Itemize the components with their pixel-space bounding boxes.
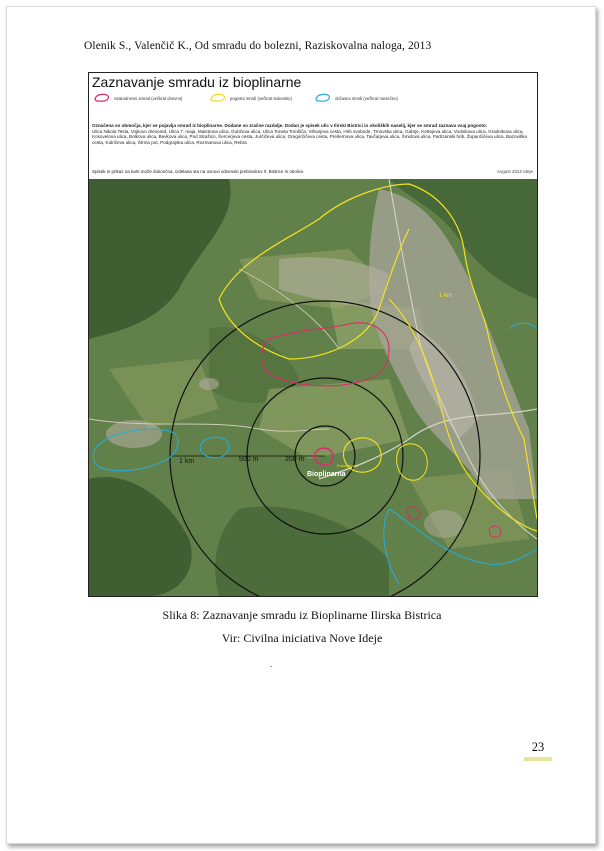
legend-item-often — [209, 93, 292, 103]
page-mark — [270, 666, 272, 667]
aerial-map — [89, 179, 537, 596]
label-1km: 1 km — [179, 458, 195, 465]
figure-info — [92, 123, 532, 145]
label-ne-1km: 1 km — [439, 293, 453, 299]
figure-map — [88, 72, 538, 597]
label-bioplinarna: Bioplinarna — [307, 471, 346, 478]
legend-label: vsakodnevni smrad (večkrat dnevno) — [114, 95, 183, 101]
legend-item-occasional — [314, 93, 398, 103]
legend-loop-icon-often — [209, 93, 227, 103]
legend-loop-icon-daily — [93, 93, 111, 103]
legend-label: občasno smrdi (večkrat mesečno) — [335, 95, 398, 101]
legend-loop-icon-occasional — [314, 93, 332, 103]
info-street-list: Ulica Nikola Tesla, Vojkovo drevored, Ulica 7. maja, Maistrova ulica, Gubčeva ulica, Ulica Toneta Tomšiča, Vilharjeva cesta, Hrib svobode, Trnovska ulica, Gabrje, Kettejeva ulica, Vodnikova ulica, Gradnikova ulica, Kosovelova ulica, Bolkova ulica, Bevkova ulica, Pod Stražico, Šercerjeva cesta, Jurčičeva ulica, Gregorčičeva cesta, Prešernova ulica, Tavčarjeva ulica, Šmidova ulica, Partizanski hrib, Župančičeva ulica, Bazoviška cesta, Kidričeva ulica, Štrma pot, Podgrajska ulica, Rozmanova ulica, Rebra — [92, 128, 527, 145]
figure-subnote: Spisek in prikaz na karti može dokončna, izdelana sta na osnovi odvenski prebivalcev Il. Bistrice in okolice — [92, 169, 304, 174]
figure-caption: Slika 8: Zaznavanje smradu iz Bioplinarne Ilirska Bistrica — [162, 608, 442, 622]
legend-label: pogosto smrdi (večkrat tedensko) — [230, 95, 292, 101]
page-number-underline — [524, 757, 552, 761]
label-area: Kosovelova — [337, 463, 358, 468]
info-bold-text: Označena so območja, kjer se pojavlja smrad iz bioplinarne. Dodane so zračne razdalje. Dodan je spisek ulic v Ilirski Bistrici in okoliških naselij, kjer se smrad zaznava vsaj pogosto: — [92, 123, 488, 128]
legend-item-daily — [93, 93, 182, 103]
figure-legend — [89, 93, 537, 107]
page-number: 23 — [531, 740, 545, 754]
page-header: Olenik S., Valenčič K., Od smradu do bolezni, Raziskovalna naloga, 2013 — [84, 40, 432, 52]
figure-date: Avgust 2012 Ideje — [497, 169, 533, 174]
label-200m: 200 m — [285, 456, 305, 463]
label-500m: 500 m — [239, 456, 259, 463]
figure-source: Vir: Civilna iniciativa Nove Ideje — [221, 631, 383, 645]
figure-title: Zaznavanje smradu iz bioplinarne — [92, 74, 302, 90]
